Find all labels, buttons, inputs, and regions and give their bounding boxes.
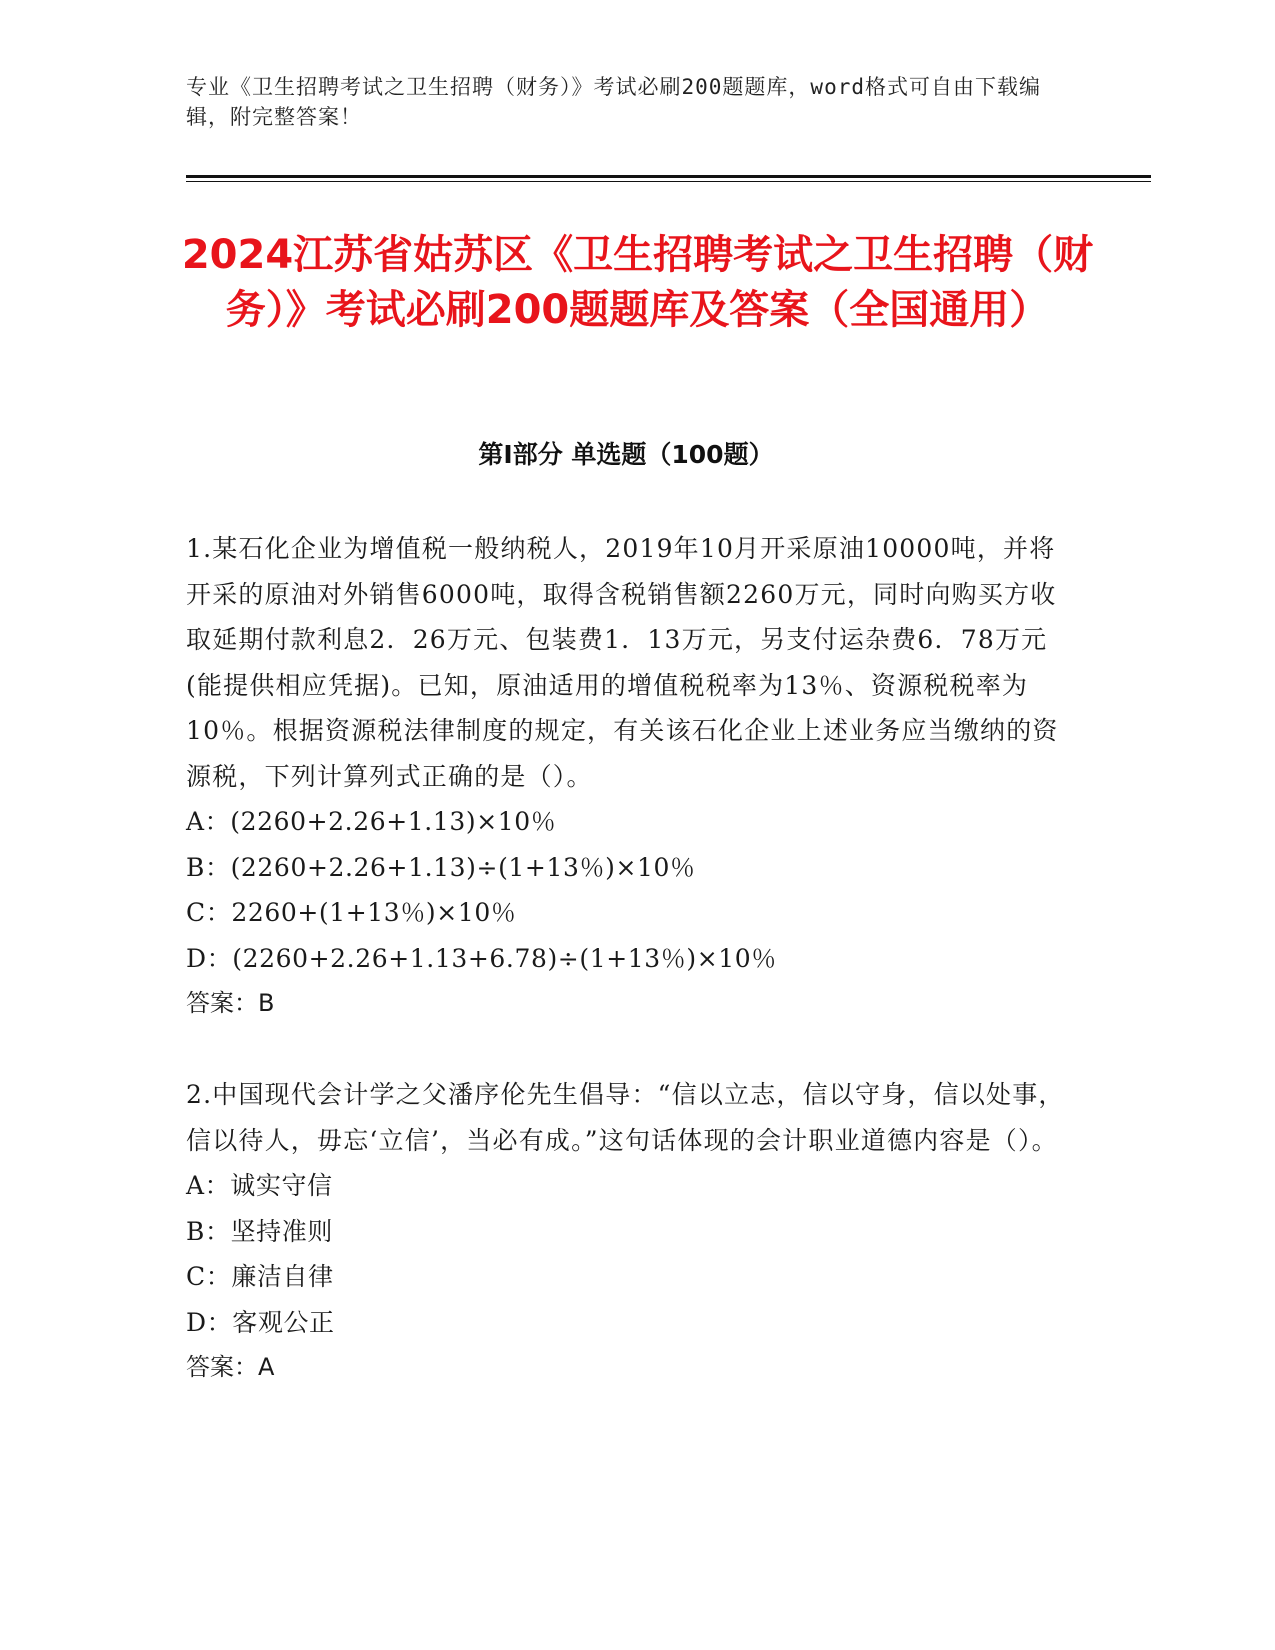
question-2-option-d: D：客观公正 [186, 1307, 335, 1337]
question-1-option-b: B：(2260+2.26+1.13)÷(1+13％)×10％ [186, 852, 696, 882]
document-title: 2024江苏省姑苏区《卫生招聘考试之卫生招聘（财务）》考试必刷200题题库及答案（全国通用） [181, 232, 1094, 333]
header-note: 专业《卫生招聘考试之卫生招聘（财务）》考试必刷200题题库，word格式可自由下载编辑，附完整答案！ [186, 75, 1041, 129]
question-2 [186, 1072, 1066, 1391]
question-1-option-a: A：(2260+2.26+1.13)×10％ [186, 807, 557, 836]
header-rule-thick [186, 175, 1151, 178]
question-1-answer: 答案：B [186, 989, 275, 1017]
question-2-option-c: C：廉洁自律 [186, 1262, 334, 1291]
question-2-stem: 2.中国现代会计学之父潘序伦先生倡导：“信以立志，信以守身，信以处事，信以待人，毋忘‘立信’，当必有成。”这句话体现的会计职业道德内容是（）。 [186, 1080, 1065, 1155]
question-2-options [186, 1163, 1066, 1345]
question-1-option-d: D：(2260+2.26+1.13+6.78)÷(1+13％)×10％ [186, 943, 777, 973]
question-2-option-a: A：诚实守信 [186, 1171, 333, 1200]
section-title: 第I部分 单选题（100题） [478, 440, 774, 469]
question-2-answer: 答案：A [186, 1353, 275, 1381]
header-rule-thin [186, 181, 1151, 182]
question-1-options [186, 799, 1066, 981]
question-2-option-b: B：坚持准则 [186, 1216, 333, 1246]
question-1-option-c: C：2260+(1+13％)×10％ [186, 898, 517, 927]
question-1 [186, 526, 1066, 1027]
question-1-stem: 1.某石化企业为增值税一般纳税人，2019年10月开采原油10000吨，并将开采的原油对外销售6000吨，取得含税销售额2260万元，同时向购买方收取延期付款利息2．26万元、包装费1．13万元，另支付运杂费6．78万元(能提供相应凭据)。已知，原油适用的增值税税率为13％、资源税税率为10％。根据资源税法律制度的规定，有关该石化企业上述业务应当缴纳的资源税，下列计算列式正确的是（）。 [186, 534, 1059, 791]
